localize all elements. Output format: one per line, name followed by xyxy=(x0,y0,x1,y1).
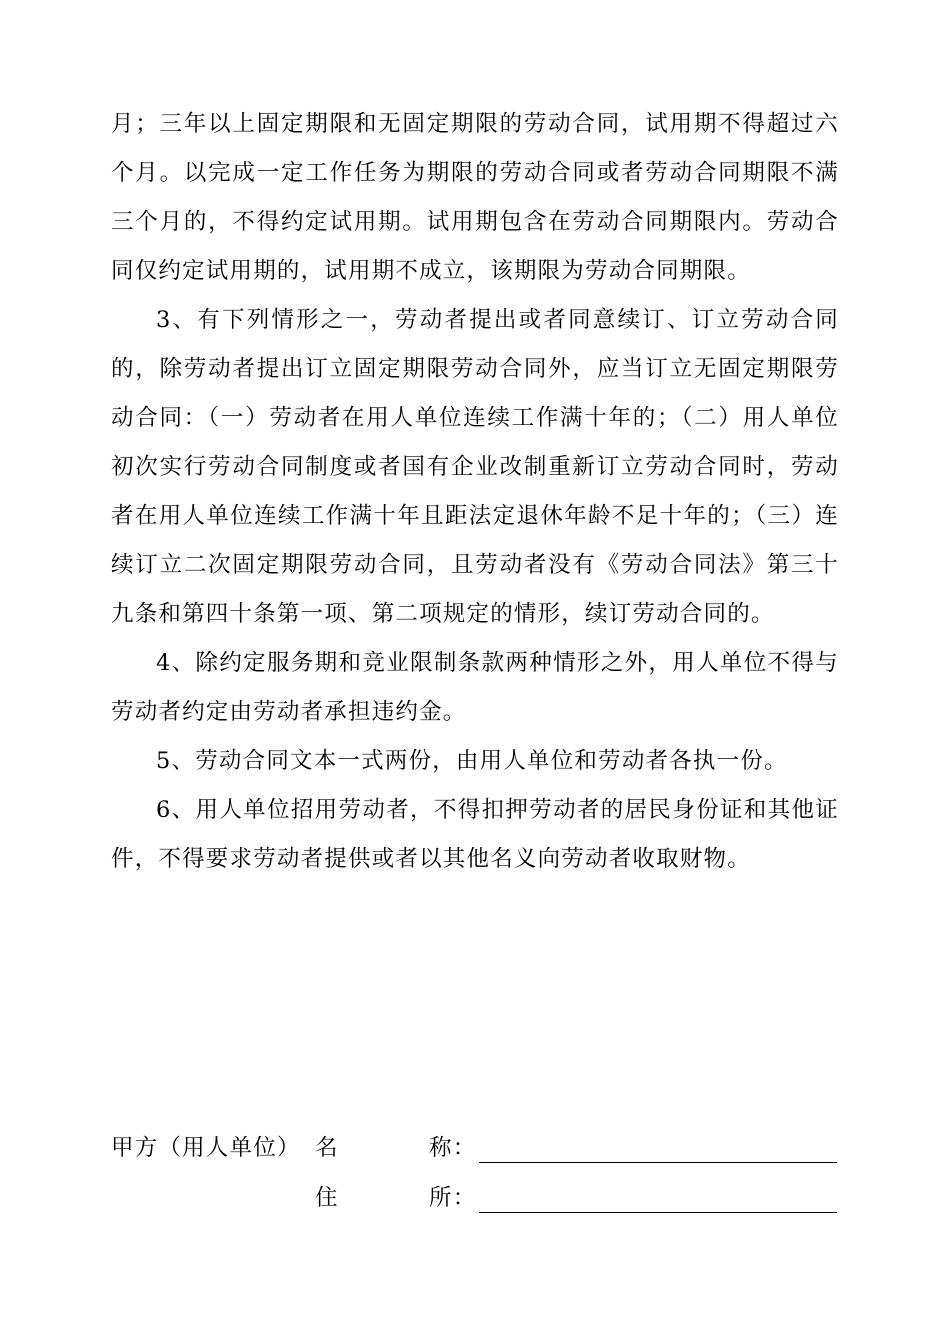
signature-name-row xyxy=(111,1130,839,1170)
address-signature-line[interactable] xyxy=(479,1212,837,1213)
paragraph-continuation: 月；三年以上固定期限和无固定期限的劳动合同，试用期不得超过六个月。以完成一定工作任务为期限的劳动合同或者劳动合同期限不满三个月的，不得约定试用期。试用期包含在劳动合同期限内。劳动合同仅约定试用期的，试用期不成立，该期限为劳动合同期限。 xyxy=(111,111,839,284)
address-label-part1: 住 xyxy=(315,1185,339,1211)
paragraph-item-6: 6、用人单位招用劳动者，不得扣押劳动者的居民身份证和其他证件，不得要求劳动者提供或者以其他名义向劳动者收取财物。 xyxy=(111,797,839,872)
name-label-part1: 名 xyxy=(315,1135,339,1161)
paragraph-item-3: 3、有下列情形之一，劳动者提出或者同意续订、订立劳动合同的，除劳动者提出订立固定期限劳动合同外，应当订立无固定期限劳动合同：（一）劳动者在用人单位连续工作满十年的；（二）用人单位初次实行劳动合同制度或者国有企业改制重新订立劳动合同时，劳动者在用人单位连续工作满十年且距法定退休年龄不足十年的；（三）连续订立二次固定期限劳动合同，且劳动者没有《劳动合同法》第三十九条和第四十条第一项、第二项规定的情形，续订劳动合同的。 xyxy=(111,307,839,627)
name-label-part2: 称： xyxy=(429,1135,477,1161)
document-body xyxy=(111,100,839,884)
paragraph-item-5: 5、劳动合同文本一式两份，由用人单位和劳动者各执一份。 xyxy=(156,748,788,774)
name-signature-line[interactable] xyxy=(479,1162,837,1163)
paragraph-item-4: 4、除约定服务期和竞业限制条款两种情形之外，用人单位不得与劳动者约定由劳动者承担违约金。 xyxy=(111,650,839,725)
signature-address-row xyxy=(111,1180,839,1220)
address-label-part2: 所： xyxy=(429,1185,477,1211)
party-a-label: 甲方（用人单位） xyxy=(111,1135,301,1161)
